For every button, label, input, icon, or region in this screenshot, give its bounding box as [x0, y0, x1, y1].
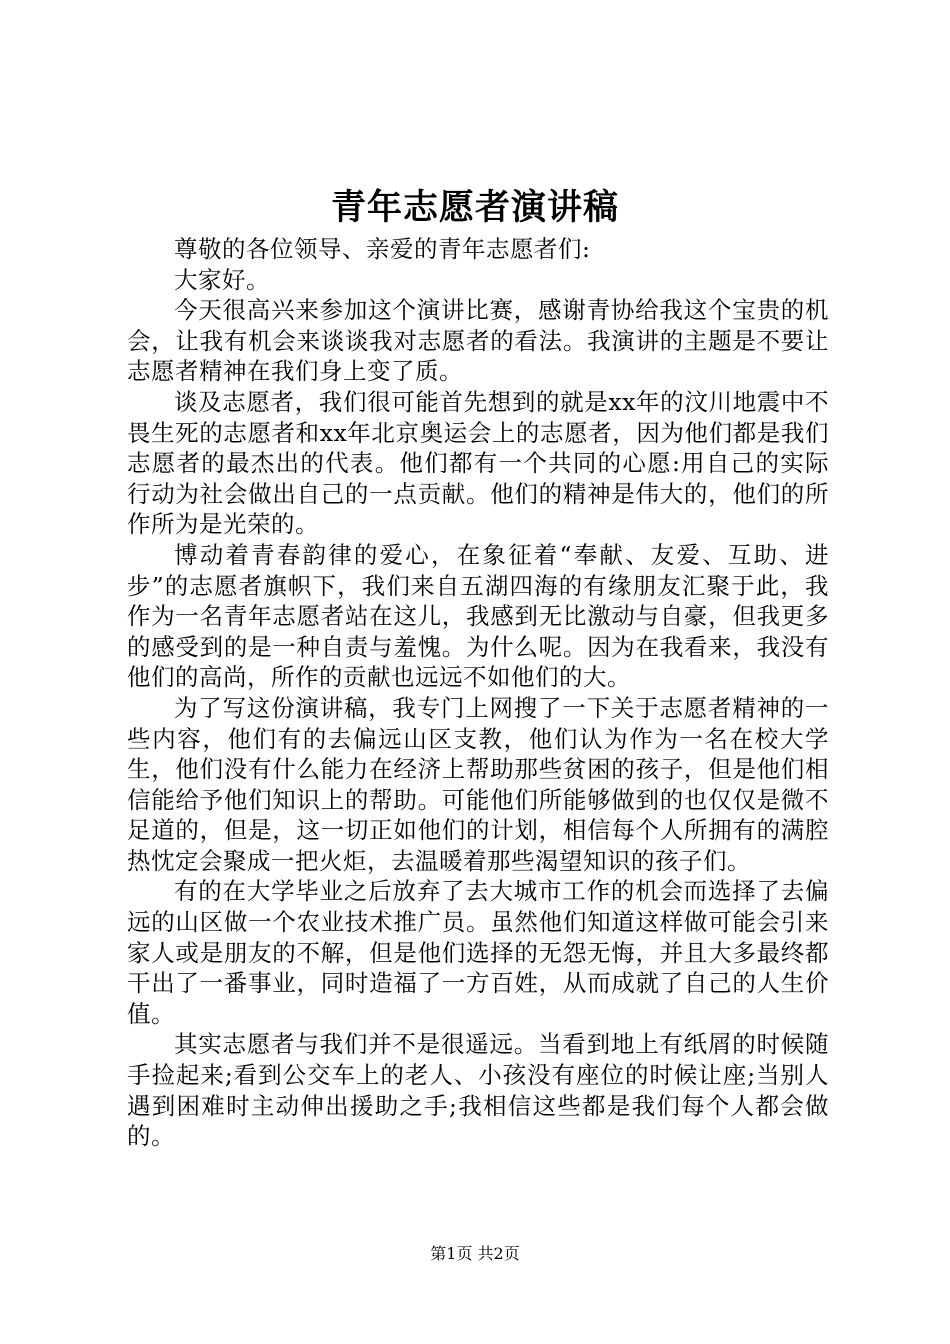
paragraph: 谈及志愿者，我们很可能首先想到的就是xx年的汶川地震中不畏生死的志愿者和xx年北京奥运会上的志愿者，因为他们都是我们志愿者的最杰出的代表。他们都有一个共同的心愿:用自己的实际行动为社会做出自己的一点贡献。他们的精神是伟大的，他们的所作所为是光荣的。 [127, 387, 829, 539]
paragraph: 博动着青春韵律的爱心，在象征着“奉献、友爱、互助、进步”的志愿者旗帜下，我们来自五湖四海的有缘朋友汇聚于此，我作为一名青年志愿者站在这儿，我感到无比激动与自豪，但我更多的感受到的是一种自责与羞愧。为什么呢。因为在我看来，我没有他们的高尚，所作的贡献也远远不如他们的大。 [127, 540, 829, 692]
paragraph-salutation: 尊敬的各位领导、亲爱的青年志愿者们: [174, 235, 591, 263]
page-footer: 第1页 共2页 [430, 1244, 520, 1263]
paragraph: 今天很高兴来参加这个演讲比赛，感谢青协给我这个宝贵的机会，让我有机会来谈谈我对志愿者的看法。我演讲的主题是不要让志愿者精神在我们身上变了质。 [127, 296, 829, 386]
document-title: 青年志愿者演讲稿 [330, 187, 619, 228]
paragraph: 其实志愿者与我们并不是很遥远。当看到地上有纸屑的时候随手捡起来;看到公交车上的老人、小孩没有座位的时候让座;当别人遇到困难时主动伸出援助之手;我相信这些都是我们每个人都会做的。 [127, 1030, 829, 1151]
paragraph-greeting: 大家好。 [174, 265, 270, 294]
document-body [127, 234, 829, 1152]
paragraph: 有的在大学毕业之后放弃了去大城市工作的机会而选择了去偏远的山区做一个农业技术推广员。虽然他们知道这样做可能会引来家人或是朋友的不解，但是他们选择的无怨无悔，并且大多最终都干出了一番事业，同时造福了一方百姓，从而成就了自己的人生价值。 [127, 877, 829, 1028]
paragraph: 为了写这份演讲稿，我专门上网搜了一下关于志愿者精神的一些内容，他们有的去偏远山区支教，他们认为作为一名在校大学生，他们没有什么能力在经济上帮助那些贫困的孩子，但是他们相信能给予他们知识上的帮助。可能他们所能够做到的也仅仅是微不足道的，但是，这一切正如他们的计划，相信每个人所拥有的满腔热忱定会聚成一把火炬，去温暖着那些渴望知识的孩子们。 [127, 693, 829, 875]
